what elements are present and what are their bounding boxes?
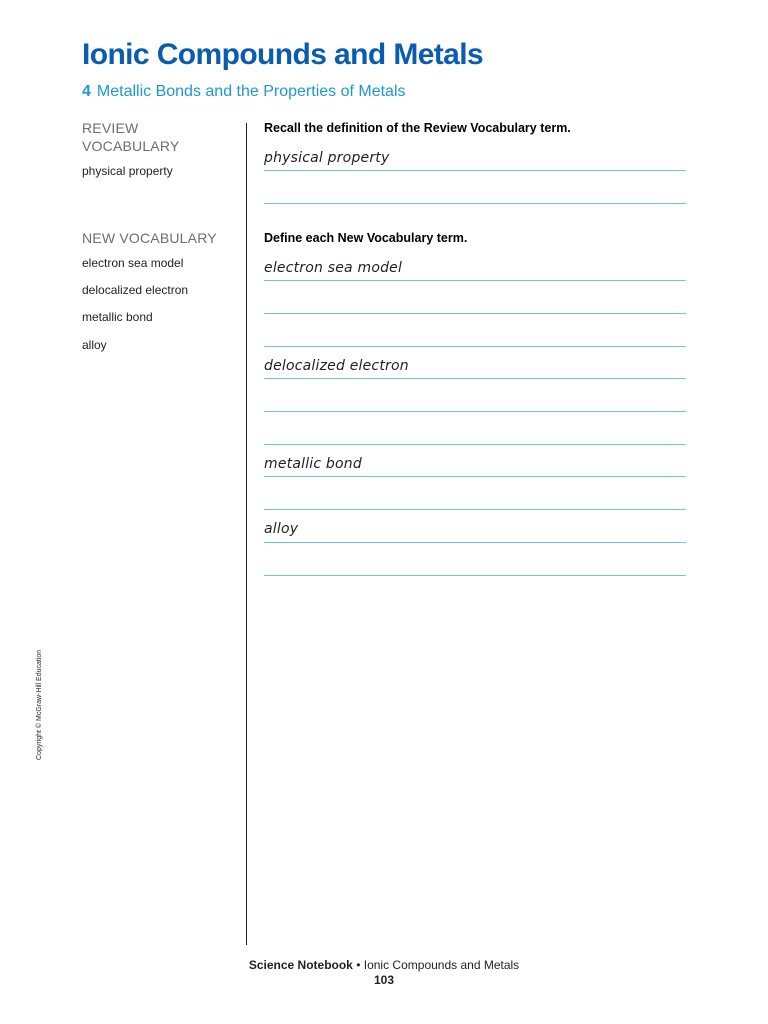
new-term: delocalized electron bbox=[82, 283, 189, 297]
handwritten-term: alloy bbox=[264, 521, 299, 537]
writing-line[interactable] bbox=[264, 476, 686, 477]
handwritten-term: electron sea model bbox=[264, 260, 403, 276]
new-instruction: Define each New Vocabulary term. bbox=[264, 231, 468, 245]
handwritten-term: delocalized electron bbox=[264, 358, 409, 374]
footer-separator: • bbox=[356, 958, 361, 972]
new-term: metallic bond bbox=[82, 310, 153, 324]
section-title: Metallic Bonds and the Properties of Metals bbox=[96, 83, 406, 100]
new-vocabulary-heading: NEW VOCABULARY bbox=[82, 230, 217, 246]
writing-line[interactable] bbox=[264, 444, 686, 445]
copyright-notice: Copyright © McGraw-Hill Education bbox=[36, 649, 43, 760]
handwritten-term: metallic bond bbox=[264, 456, 362, 472]
writing-line[interactable] bbox=[264, 170, 686, 171]
column-divider bbox=[246, 123, 247, 945]
writing-line[interactable] bbox=[264, 203, 686, 204]
writing-line[interactable] bbox=[264, 411, 686, 412]
review-vocabulary-heading: REVIEW VOCABULARY bbox=[82, 120, 180, 154]
section-heading bbox=[82, 83, 406, 101]
footer-book: Science Notebook bbox=[248, 958, 353, 972]
writing-line[interactable] bbox=[264, 313, 686, 314]
new-term: electron sea model bbox=[82, 256, 184, 270]
footer-chapter: Ionic Compounds and Metals bbox=[363, 958, 520, 972]
section-number: 4 bbox=[82, 83, 91, 100]
writing-line[interactable] bbox=[264, 509, 686, 510]
page-number: 103 bbox=[373, 973, 395, 987]
review-instruction: Recall the definition of the Review Vocabulary term. bbox=[264, 121, 571, 135]
writing-line[interactable] bbox=[264, 346, 686, 347]
handwritten-term: physical property bbox=[264, 150, 390, 166]
writing-line[interactable] bbox=[264, 280, 686, 281]
writing-line[interactable] bbox=[264, 575, 686, 576]
writing-line[interactable] bbox=[264, 542, 686, 543]
page-title: Ionic Compounds and Metals bbox=[82, 38, 484, 71]
review-term: physical property bbox=[82, 164, 173, 178]
writing-line[interactable] bbox=[264, 378, 686, 379]
new-term: alloy bbox=[82, 338, 107, 352]
footer-text bbox=[0, 958, 768, 972]
